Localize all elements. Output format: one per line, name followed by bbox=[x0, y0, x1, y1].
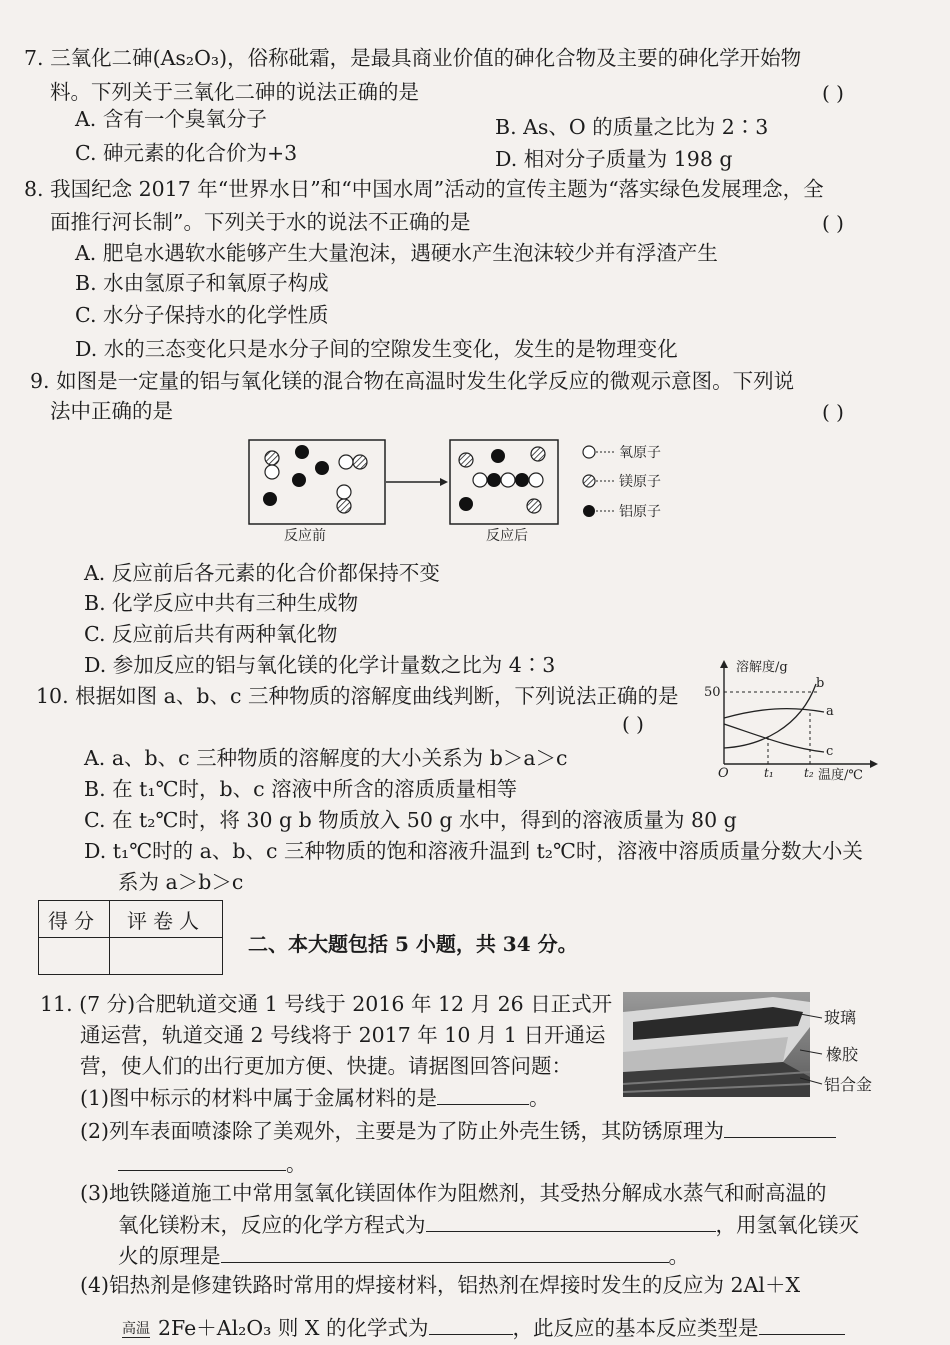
grader-header: 评卷人 bbox=[110, 901, 223, 938]
t2-label: t₂ bbox=[804, 766, 814, 780]
q7-option-d: D. 相对分子质量为 198 g bbox=[495, 147, 733, 171]
q7-stem-line2: 料。下列关于三氧化二砷的说法正确的是 bbox=[50, 80, 419, 104]
y-axis-label: 溶解度/g bbox=[736, 660, 788, 675]
legend-oxygen: 氧原子 bbox=[619, 445, 661, 461]
q11-part1 bbox=[80, 1084, 550, 1111]
q8-answer-blank[interactable]: ( ) bbox=[822, 211, 844, 235]
q11-part1-end: 。 bbox=[529, 1086, 550, 1110]
q7-answer-blank[interactable]: ( ) bbox=[822, 81, 844, 105]
q11-part3-line3 bbox=[118, 1242, 689, 1269]
x-axis-label: 温度/℃ bbox=[818, 768, 863, 782]
q11-part3-blank-principle[interactable] bbox=[221, 1242, 669, 1263]
arrow-head bbox=[440, 478, 448, 486]
q11-part2-blank-a[interactable] bbox=[724, 1117, 836, 1138]
magnesium-atom bbox=[459, 453, 473, 467]
before-label: 反应前 bbox=[284, 528, 326, 544]
aluminum-atom bbox=[315, 461, 329, 475]
q7-option-b: B. As、O 的质量之比为 2∶3 bbox=[495, 115, 769, 139]
magnesium-atom bbox=[527, 499, 541, 513]
oxygen-atom bbox=[337, 485, 351, 499]
q10-answer-blank[interactable]: ( ) bbox=[622, 712, 644, 736]
legend-aluminum-swatch bbox=[583, 505, 595, 517]
legend-magnesium-swatch bbox=[583, 475, 595, 487]
q11-part1-text: (1)图中标示的材料中属于金属材料的是 bbox=[80, 1086, 438, 1110]
q11-part2-cont bbox=[118, 1150, 307, 1177]
q11-part4-text: 2Fe＋Al₂O₃ 则 X 的化学式为 bbox=[158, 1316, 429, 1340]
q10-option-a: A. a、b、c 三种物质的溶解度的大小关系为 b＞a＞c bbox=[84, 746, 568, 770]
q11-part4-blank-formula[interactable] bbox=[429, 1314, 513, 1335]
magnesium-atom bbox=[531, 447, 545, 461]
q11-part3-blank-equation[interactable] bbox=[426, 1211, 716, 1232]
curve-b bbox=[724, 684, 816, 748]
t1-label: t₁ bbox=[764, 766, 774, 780]
score-cell[interactable] bbox=[39, 938, 110, 975]
oxygen-atom bbox=[529, 473, 543, 487]
curve-c-label: c bbox=[826, 744, 834, 759]
legend-aluminum: 铝原子 bbox=[619, 504, 661, 520]
score-header: 得分 bbox=[39, 901, 110, 938]
q11-part4-line2 bbox=[118, 1314, 845, 1341]
oxygen-atom bbox=[501, 473, 515, 487]
y-tick-50: 50 bbox=[704, 685, 721, 700]
q10-option-b: B. 在 t₁℃时，b、c 溶液中所含的溶质质量相等 bbox=[84, 777, 518, 801]
q11-stem-line2: 通运营，轨道交通 2 号线将于 2017 年 10 月 1 日开通运 bbox=[80, 1023, 606, 1047]
aluminum-atom bbox=[491, 449, 505, 463]
after-label: 反应后 bbox=[486, 528, 528, 544]
legend-oxygen-swatch bbox=[583, 446, 595, 458]
aluminum-atom bbox=[292, 473, 306, 487]
q10-stem: 10. 根据如图 a、b、c 三种物质的溶解度曲线判断，下列说法正确的是 bbox=[36, 684, 679, 708]
curve-a bbox=[724, 709, 824, 718]
score-box bbox=[38, 900, 223, 975]
q11-part4-mid: ，此反应的基本反应类型是 bbox=[512, 1316, 759, 1340]
q11-part2 bbox=[80, 1117, 836, 1144]
magnesium-atom bbox=[337, 499, 351, 513]
magnesium-atom bbox=[265, 451, 279, 465]
q8-stem-line2: 面推行河长制”。下列关于水的说法不正确的是 bbox=[50, 210, 471, 234]
q11-part3-end: 。 bbox=[668, 1244, 689, 1268]
q8-option-a: A. 肥皂水遇软水能够产生大量泡沫，遇硬水产生泡沫较少并有浮渣产生 bbox=[75, 241, 718, 265]
q7-option-c: C. 砷元素的化合价为+3 bbox=[75, 141, 298, 165]
q9-answer-blank[interactable]: ( ) bbox=[822, 400, 844, 424]
q11-part4-line1: (4)铝热剂是修建铁路时常用的焊接材料，铝热剂在焊接时发生的反应为 2Al＋X bbox=[80, 1273, 801, 1297]
aluminum-atom bbox=[263, 492, 277, 506]
origin-label: O bbox=[718, 766, 729, 781]
q8-option-b: B. 水由氢原子和氧原子构成 bbox=[75, 271, 329, 295]
q7-stem-line1: 7. 三氧化二砷(As₂O₃)，俗称砒霜，是最具商业价值的砷化合物及主要的砷化学开始物 bbox=[24, 46, 802, 70]
section-2-title: 二、本大题包括 5 小题，共 34 分。 bbox=[248, 932, 578, 956]
curve-b-label: b bbox=[816, 676, 825, 691]
q11-part2-end: 。 bbox=[286, 1152, 307, 1176]
q9-option-a: A. 反应前后各元素的化合价都保持不变 bbox=[84, 561, 440, 585]
q11-part3-mid: ，用氢氧化镁灭 bbox=[715, 1213, 859, 1237]
q10-option-d-line2: 系为 a＞b＞c bbox=[118, 870, 244, 894]
aluminum-atom bbox=[295, 445, 309, 459]
q11-part1-blank[interactable] bbox=[437, 1084, 529, 1105]
high-temperature-condition: 高温 bbox=[122, 1321, 150, 1337]
oxygen-atom bbox=[339, 455, 353, 469]
q11-part4-blank-type[interactable] bbox=[759, 1314, 845, 1335]
q9-stem-line1: 9. 如图是一定量的铝与氧化镁的混合物在高温时发生化学反应的微观示意图。下列说 bbox=[30, 369, 795, 393]
q10-option-c: C. 在 t₂℃时，将 30 g b 物质放入 50 g 水中，得到的溶液质量为 80 g bbox=[84, 808, 737, 832]
q11-part3-line2 bbox=[118, 1211, 859, 1238]
solubility-curve-chart bbox=[700, 656, 880, 782]
q9-stem-line2: 法中正确的是 bbox=[50, 399, 173, 423]
label-aluminum-alloy: 铝合金 bbox=[824, 1075, 873, 1094]
label-rubber: 橡胶 bbox=[826, 1045, 859, 1064]
aluminum-atom bbox=[459, 497, 473, 511]
q9-option-d: D. 参加反应的铝与氧化镁的化学计量数之比为 4∶3 bbox=[84, 653, 556, 677]
aluminum-atom bbox=[515, 473, 529, 487]
oxygen-atom bbox=[265, 465, 279, 479]
grader-cell[interactable] bbox=[110, 938, 223, 975]
q8-stem-line1: 8. 我国纪念 2017 年“世界水日”和“中国水周”活动的宣传主题为“落实绿色发展理念，全 bbox=[24, 177, 824, 201]
aluminum-atom bbox=[487, 473, 501, 487]
q11-part3-principle: 火的原理是 bbox=[118, 1244, 221, 1268]
q11-part2-blank-b[interactable] bbox=[118, 1150, 286, 1171]
q9-option-b: B. 化学反应中共有三种生成物 bbox=[84, 591, 359, 615]
q8-option-d: D. 水的三态变化只是水分子间的空隙发生变化，发生的是物理变化 bbox=[75, 337, 678, 361]
curve-c bbox=[724, 724, 824, 752]
q10-option-d-line1: D. t₁℃时的 a、b、c 三种物质的饱和溶液升温到 t₂℃时，溶液中溶质质量分数大小关 bbox=[84, 839, 863, 863]
reaction-micro-diagram bbox=[244, 432, 684, 548]
q11-part3-line1: (3)地铁隧道施工中常用氢氧化镁固体作为阻燃剂，其受热分解成水蒸气和耐高温的 bbox=[80, 1181, 827, 1205]
q11-part3-text: 氧化镁粉末，反应的化学方程式为 bbox=[118, 1213, 426, 1237]
q7-option-a: A. 含有一个臭氧分子 bbox=[75, 107, 267, 131]
train-photo bbox=[623, 992, 810, 1097]
q9-option-c: C. 反应前后共有两种氧化物 bbox=[84, 622, 338, 646]
legend-magnesium: 镁原子 bbox=[619, 474, 661, 490]
label-glass: 玻璃 bbox=[824, 1008, 857, 1027]
q8-option-c: C. 水分子保持水的化学性质 bbox=[75, 303, 329, 327]
magnesium-atom bbox=[353, 455, 367, 469]
q11-stem-line3: 营，使人们的出行更加方便、快捷。请据图回答问题： bbox=[80, 1054, 572, 1078]
curve-a-label: a bbox=[826, 704, 834, 719]
q11-stem-line1: 11. (7 分)合肥轨道交通 1 号线于 2016 年 12 月 26 日正式开 bbox=[40, 992, 613, 1016]
q11-part2-text: (2)列车表面喷漆除了美观外，主要是为了防止外壳生锈，其防锈原理为 bbox=[80, 1119, 725, 1143]
oxygen-atom bbox=[473, 473, 487, 487]
